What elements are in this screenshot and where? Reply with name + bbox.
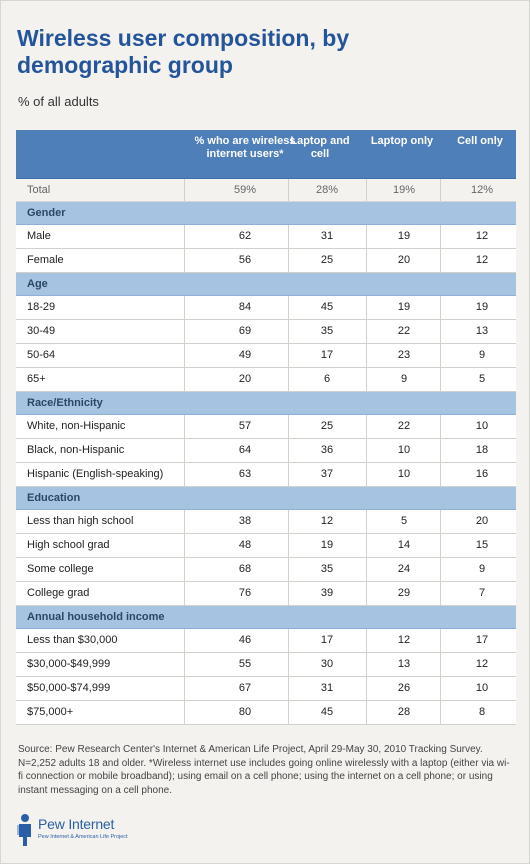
column-divider: [288, 368, 289, 391]
table-body: [16, 179, 516, 725]
column-divider: [184, 534, 185, 557]
column-divider: [440, 225, 441, 248]
column-divider: [366, 534, 367, 557]
column-divider: [366, 320, 367, 343]
table-cell: 9: [478, 349, 486, 361]
column-divider: [288, 320, 289, 343]
column-divider: [288, 653, 289, 676]
table-cell: 31: [320, 682, 334, 694]
section-title: Race/Ethnicity: [27, 397, 103, 409]
row-label: Less than high school: [27, 515, 134, 527]
table-cell: 38: [238, 515, 252, 527]
pew-internet-logo: [16, 813, 136, 847]
column-divider: [288, 179, 289, 201]
table-cell: 9: [400, 373, 408, 385]
column-divider: [440, 534, 441, 557]
column-divider: [440, 344, 441, 367]
column-divider: [288, 463, 289, 486]
table-cell: 10: [397, 468, 411, 480]
column-divider: [440, 320, 441, 343]
table-row: [16, 629, 516, 653]
column-divider: [440, 558, 441, 581]
column-divider: [288, 225, 289, 248]
column-divider: [440, 629, 441, 652]
column-divider: [366, 415, 367, 438]
table-cell: 16: [475, 468, 489, 480]
section-header: [16, 392, 516, 415]
table-cell: 30: [320, 658, 334, 670]
table-cell: 64: [238, 444, 252, 456]
row-label: High school grad: [27, 539, 110, 551]
column-divider: [366, 653, 367, 676]
column-divider: [440, 415, 441, 438]
table-cell: 19: [397, 230, 411, 242]
column-divider: [440, 677, 441, 700]
row-label: Some college: [27, 563, 94, 575]
row-label: Male: [27, 230, 51, 242]
table-row-total: [16, 179, 516, 202]
table-cell: 24: [397, 563, 411, 575]
table-cell: 49: [238, 349, 252, 361]
table-cell: 59%: [233, 184, 257, 196]
table-row: [16, 534, 516, 558]
table-row: [16, 439, 516, 463]
table-cell: 63: [238, 468, 252, 480]
table-cell: 12: [475, 254, 489, 266]
column-divider: [184, 653, 185, 676]
column-divider: [366, 629, 367, 652]
column-divider: [366, 558, 367, 581]
row-label: Female: [27, 254, 64, 266]
column-divider: [184, 320, 185, 343]
table-cell: 10: [475, 420, 489, 432]
table-cell: 12: [320, 515, 334, 527]
table-cell: 35: [320, 325, 334, 337]
table-cell: 19%: [392, 184, 416, 196]
column-divider: [184, 249, 185, 272]
table-row: [16, 249, 516, 273]
column-divider: [366, 439, 367, 462]
column-divider: [288, 296, 289, 319]
table-cell: 57: [238, 420, 252, 432]
row-label: Total: [27, 184, 51, 196]
row-label: 50-64: [27, 349, 56, 361]
row-label: Less than $30,000: [27, 634, 118, 646]
column-divider: [184, 296, 185, 319]
row-label: Black, non-Hispanic: [27, 444, 125, 456]
column-divider: [440, 701, 441, 724]
column-divider: [288, 677, 289, 700]
section-title: Annual household income: [27, 611, 165, 623]
table-row: [16, 344, 516, 368]
pew-figure-icon: [16, 813, 36, 847]
column-divider: [184, 179, 185, 201]
table-cell: 17: [320, 349, 334, 361]
table-cell: 13: [397, 658, 411, 670]
column-divider: [288, 415, 289, 438]
table-cell: 29: [397, 587, 411, 599]
table-row: [16, 582, 516, 606]
column-divider: [366, 225, 367, 248]
column-divider: [440, 296, 441, 319]
table-cell: 6: [323, 373, 331, 385]
table-row: [16, 510, 516, 534]
table-row: [16, 558, 516, 582]
table-row: [16, 701, 516, 725]
table-cell: 45: [320, 706, 334, 718]
table-cell: 31: [320, 230, 334, 242]
table-cell: 39: [320, 587, 334, 599]
column-divider: [440, 510, 441, 533]
column-divider: [440, 179, 441, 201]
column-divider: [440, 582, 441, 605]
column-divider: [184, 510, 185, 533]
column-divider: [440, 439, 441, 462]
table-cell: 76: [238, 587, 252, 599]
table-cell: 12: [397, 634, 411, 646]
column-divider: [366, 510, 367, 533]
logo-tagline: Pew Internet & American Life Project: [38, 834, 128, 840]
table-cell: 9: [478, 563, 486, 575]
table-cell: 20: [475, 515, 489, 527]
row-label: $50,000-$74,999: [27, 682, 111, 694]
column-divider: [184, 368, 185, 391]
chart-title: Wireless user composition, by demographic group: [17, 25, 350, 78]
table-cell: 22: [397, 420, 411, 432]
column-header-cell-only: Cell only: [457, 135, 503, 147]
table-cell: 17: [320, 634, 334, 646]
column-divider: [184, 629, 185, 652]
column-divider: [184, 463, 185, 486]
source-note: Source: Pew Research Center's Internet & American Life Project, April 29-May 30, 2010 Tracking Survey. N=2,252 adults 18 and older. *Wireless internet use includes going online wirelessly with a laptop (either via wi-fi connection or mobile broadband); using email on a cell phone; using the internet on a cell phone; or using instant messaging on a cell phone.: [18, 744, 510, 796]
table-row: [16, 653, 516, 677]
data-table: [16, 130, 516, 725]
column-divider: [366, 463, 367, 486]
column-divider: [184, 225, 185, 248]
column-divider: [366, 582, 367, 605]
table-row: [16, 463, 516, 487]
table-cell: 25: [320, 254, 334, 266]
column-divider: [366, 296, 367, 319]
table-cell: 20: [238, 373, 252, 385]
table-cell: 35: [320, 563, 334, 575]
table-cell: 26: [397, 682, 411, 694]
table-cell: 69: [238, 325, 252, 337]
column-divider: [440, 368, 441, 391]
section-header: [16, 202, 516, 225]
table-cell: 36: [320, 444, 334, 456]
table-cell: 80: [238, 706, 252, 718]
table-cell: 48: [238, 539, 252, 551]
column-divider: [184, 701, 185, 724]
column-divider: [366, 368, 367, 391]
table-header: [16, 130, 516, 179]
table-cell: 19: [397, 301, 411, 313]
section-title: Education: [27, 492, 81, 504]
section-title: Gender: [27, 207, 66, 219]
table-cell: 18: [475, 444, 489, 456]
section-header: [16, 487, 516, 510]
table-row: [16, 225, 516, 249]
column-divider: [184, 677, 185, 700]
table-cell: 10: [397, 444, 411, 456]
row-label: 65+: [27, 373, 46, 385]
column-divider: [184, 439, 185, 462]
table-cell: 5: [400, 515, 408, 527]
column-divider: [366, 344, 367, 367]
row-label: College grad: [27, 587, 90, 599]
chart-subtitle: % of all adults: [18, 94, 99, 109]
table-cell: 5: [478, 373, 486, 385]
column-divider: [366, 701, 367, 724]
table-cell: 12: [475, 658, 489, 670]
column-divider: [288, 534, 289, 557]
column-divider: [288, 344, 289, 367]
section-header: [16, 273, 516, 296]
table-cell: 7: [478, 587, 486, 599]
table-cell: 23: [397, 349, 411, 361]
table-cell: 28%: [315, 184, 339, 196]
table-cell: 10: [475, 682, 489, 694]
table-cell: 22: [397, 325, 411, 337]
column-divider: [366, 249, 367, 272]
table-cell: 19: [320, 539, 334, 551]
table-cell: 12%: [470, 184, 494, 196]
column-divider: [288, 701, 289, 724]
table-cell: 12: [475, 230, 489, 242]
table-row: [16, 320, 516, 344]
column-divider: [288, 629, 289, 652]
column-divider: [184, 582, 185, 605]
table-cell: 25: [320, 420, 334, 432]
table-row: [16, 415, 516, 439]
column-divider: [288, 510, 289, 533]
table-cell: 17: [475, 634, 489, 646]
table-cell: 37: [320, 468, 334, 480]
column-divider: [184, 344, 185, 367]
column-header-laptop-only: Laptop only: [370, 135, 434, 147]
table-row: [16, 368, 516, 392]
column-divider: [288, 249, 289, 272]
table-cell: 67: [238, 682, 252, 694]
row-label: $75,000+: [27, 706, 74, 718]
table-cell: 8: [478, 706, 486, 718]
column-divider: [184, 558, 185, 581]
table-cell: 84: [238, 301, 252, 313]
table-cell: 14: [397, 539, 411, 551]
table-cell: 55: [238, 658, 252, 670]
table-cell: 19: [475, 301, 489, 313]
table-cell: 45: [320, 301, 334, 313]
column-divider: [288, 558, 289, 581]
row-label: White, non-Hispanic: [27, 420, 126, 432]
column-divider: [288, 582, 289, 605]
column-header-laptop-and-cell: Laptop and cell: [290, 135, 350, 160]
column-divider: [366, 179, 367, 201]
row-label: Hispanic (English-speaking): [27, 468, 164, 480]
logo-name: Pew Internet: [38, 816, 115, 832]
table-row: [16, 677, 516, 701]
table-row: [16, 296, 516, 320]
row-label: $30,000-$49,999: [27, 658, 111, 670]
table-cell: 46: [238, 634, 252, 646]
column-header-wireless: % who are wireless internet users*: [194, 135, 296, 160]
section-header: [16, 606, 516, 629]
table-cell: 20: [397, 254, 411, 266]
column-divider: [288, 439, 289, 462]
table-cell: 62: [238, 230, 252, 242]
table-cell: 28: [397, 706, 411, 718]
row-label: 30-49: [27, 325, 56, 337]
column-divider: [366, 677, 367, 700]
table-cell: 68: [238, 563, 252, 575]
column-divider: [184, 415, 185, 438]
row-label: 18-29: [27, 301, 56, 313]
column-divider: [440, 653, 441, 676]
table-cell: 13: [475, 325, 489, 337]
section-title: Age: [27, 278, 48, 290]
column-divider: [440, 249, 441, 272]
table-cell: 15: [475, 539, 489, 551]
table-cell: 56: [238, 254, 252, 266]
column-divider: [440, 463, 441, 486]
